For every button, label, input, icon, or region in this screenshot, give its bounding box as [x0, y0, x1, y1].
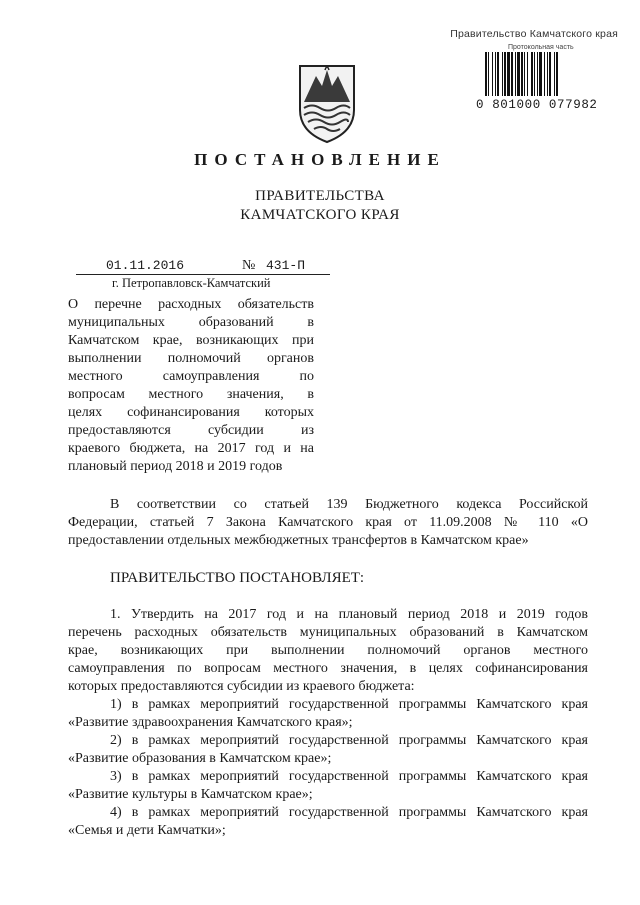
- subject-line: вопросам местного значения, в: [68, 387, 314, 402]
- item-line: которых предоставляются субсидии из краевого бюджета:: [68, 679, 415, 694]
- subitem-line: «Семья и дети Камчатки»;: [68, 823, 226, 838]
- subitem-line: 2) в рамках мероприятий государственной программы Камчатского края: [110, 733, 588, 748]
- stamp-organization: Правительство Камчатского края: [450, 28, 618, 40]
- document-number: 431-П: [266, 258, 306, 273]
- item-1: [68, 606, 588, 696]
- coat-of-arms-icon: [296, 62, 358, 144]
- preamble: [68, 496, 588, 550]
- subitem-list: [68, 696, 588, 840]
- subitem-line: 3) в рамках мероприятий государственной программы Камчатского края: [110, 769, 588, 784]
- subject-line: Камчатском крае, возникающих при: [68, 333, 314, 348]
- item-line: 1. Утвердить на 2017 год и на плановый период 2018 и 2019 годов: [110, 607, 588, 622]
- preamble-line: Федерации, статьей 7 Закона Камчатского края от 11.09.2008 № 110 «О: [68, 515, 588, 530]
- barcode-number: 0 801000 077982: [476, 98, 598, 112]
- date-number-line: [76, 258, 330, 275]
- decree-heading: ПРАВИТЕЛЬСТВО ПОСТАНОВЛЯЕТ:: [110, 570, 365, 586]
- subject-line: муниципальных образований в: [68, 315, 314, 330]
- subject-line: плановый период 2018 и 2019 годов: [68, 459, 283, 474]
- document-type-title: ПОСТАНОВЛЕНИЕ: [194, 150, 446, 169]
- document-date: 01.11.2016: [106, 258, 185, 273]
- subject-line: О перечне расходных обязательств: [68, 297, 314, 312]
- subject-line: местного самоуправления по: [68, 369, 314, 384]
- subject-line: предоставляются субсидии из: [68, 423, 314, 438]
- subject-line: краевого бюджета, на 2017 год и на: [68, 441, 314, 456]
- subitem-line: «Развитие культуры в Камчатском крае»;: [68, 787, 313, 802]
- item-line: перечень расходных обязательств муниципальных образований в Камчатском: [68, 625, 588, 640]
- stamp-subtitle: Протокольная часть: [508, 44, 574, 51]
- subitem-line: «Развитие здравоохранения Камчатского края»;: [68, 715, 353, 730]
- barcode: [484, 52, 616, 96]
- preamble-line: предоставлении отдельных межбюджетных трансфертов в Камчатском крае»: [68, 533, 529, 548]
- subitem-line: 4) в рамках мероприятий государственной программы Камчатского края: [110, 805, 588, 820]
- issuer-line-2: КАМЧАТСКОГО КРАЯ: [240, 207, 400, 223]
- subitem-line: 1) в рамках мероприятий государственной программы Камчатского края: [110, 697, 588, 712]
- subitem-line: «Развитие образования в Камчатском крае»;: [68, 751, 332, 766]
- subject-line: целях софинансирования которых: [68, 405, 314, 420]
- number-sign: №: [242, 258, 256, 273]
- preamble-line: В соответствии со статьей 139 Бюджетного кодекса Российской: [110, 497, 588, 512]
- city: г. Петропавловск-Камчатский: [112, 276, 271, 290]
- subject-line: выполнении полномочий органов: [68, 351, 314, 366]
- issuer-line-1: ПРАВИТЕЛЬСТВА: [255, 188, 385, 204]
- subject-block: [68, 296, 314, 476]
- item-line: крае, возникающих при выполнении полномочий органов местного: [68, 643, 588, 658]
- item-line: самоуправления по вопросам местного значения, в целях софинансирования: [68, 661, 588, 676]
